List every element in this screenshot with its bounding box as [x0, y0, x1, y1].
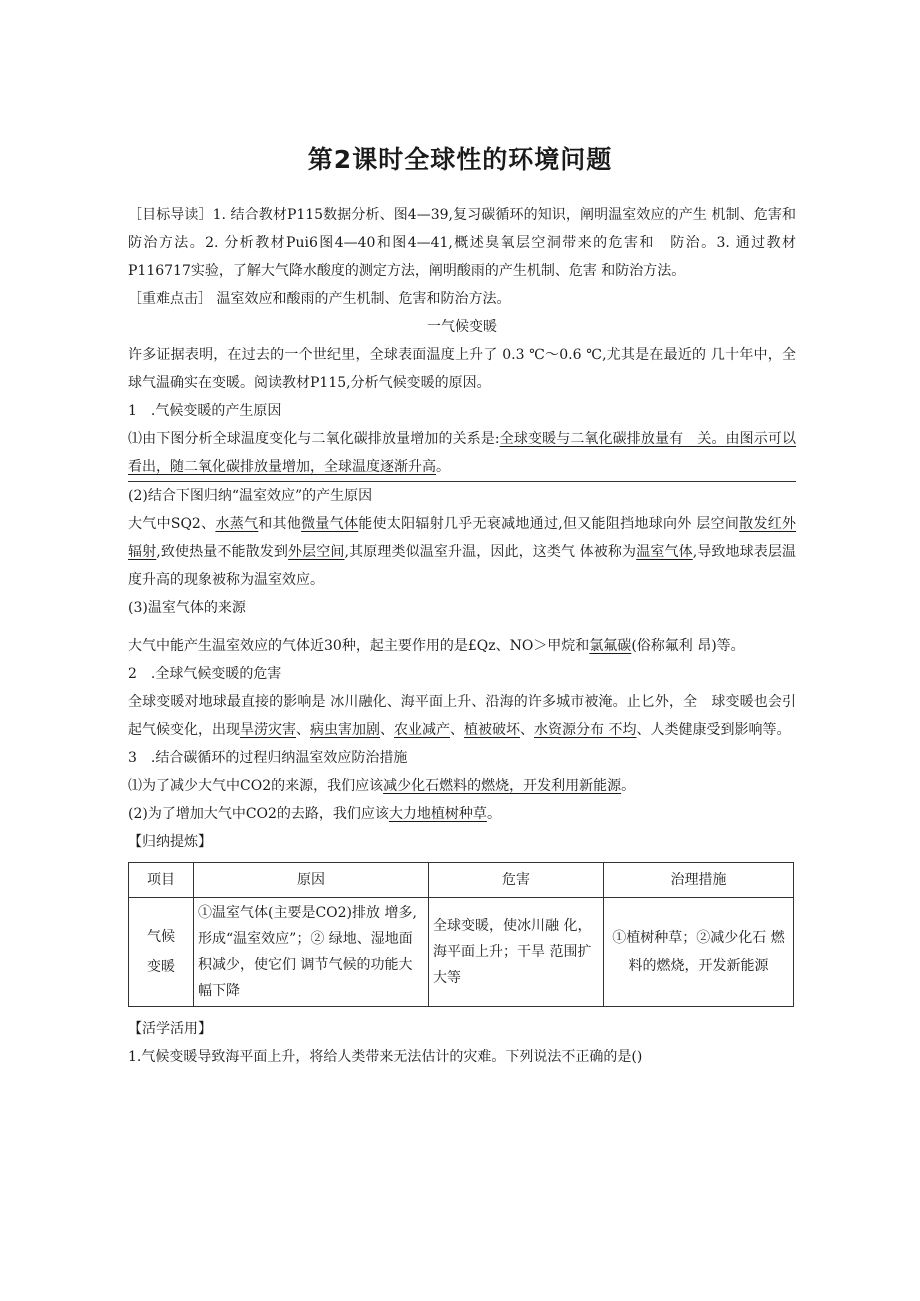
text-fragment: 大气中SQ2、 — [128, 516, 216, 532]
text-fragment: 大气中能产生温室效应的气体近30种，起主要作用的是£Qz、NO＞甲烷和 — [128, 638, 590, 654]
warming-harms — [128, 688, 796, 744]
item3-heading: 3 .结合碳循环的过程归纳温室效应防治措施 — [128, 750, 408, 766]
intro-paragraph: 许多证据表明，在过去的一个世纪里，全球表面温度上升了 0.3 ℃～0.6 ℃,尤其是在最近的 几十年中，全球气温确实在变暖。阅读教材P115,分析气候变暖的原因。 — [128, 347, 796, 391]
text-fragment: 、 — [450, 722, 464, 738]
item1-q1-answer: 全球变暖与二氧化碳排放量有 关。由图示可以看出，随二氧化碳排放量增加，全球温度逐渐升高 — [128, 431, 796, 475]
text-fragment: 。 — [486, 806, 501, 822]
item3-question1 — [128, 772, 796, 800]
item2-heading: 2 .全球气候变暖的危害 — [128, 666, 282, 682]
measures-cell: ①植树种草；②减少化石 燃料的燃烧，开发新能源 — [604, 898, 794, 1007]
text-fragment: 全球变暖对地球最直接的影响是 冰川融化、海平面上升、沿海的许多城市被淹。止匕外，全 球变暖也会引起气候变化，出现 — [128, 694, 796, 738]
text-fragment: (2)为了增加大气中CO2的去路，我们应该 — [128, 806, 389, 822]
text-fragment: 和其他 — [258, 516, 302, 532]
fill-answer: 植被破坏 — [464, 722, 520, 738]
item1-question2: (2)结合下图归纳“温室效应”的产生原因 — [128, 488, 373, 504]
item1-question1 — [128, 425, 796, 482]
text-fragment: 、 — [296, 722, 310, 738]
text-fragment: (俗称氟利 昂)等。 — [631, 638, 745, 654]
fill-answer: 外层空间 — [287, 544, 345, 560]
table-header: 项目 — [129, 863, 194, 898]
greenhouse-gas-sources — [128, 632, 796, 660]
fill-answer: 氯氟碳 — [589, 638, 632, 654]
table-row — [129, 898, 794, 1007]
greenhouse-explanation — [128, 510, 796, 594]
summary-table — [128, 862, 794, 1007]
item1-q1-prefix: ⑴由下图分析全球温度变化与二氧化碳排放量增加的关系是: — [128, 431, 500, 447]
text-fragment: 、 — [380, 722, 394, 738]
fill-answer: 农业减产 — [394, 722, 450, 738]
text-fragment: 、人类健康受到影响等。 — [636, 722, 791, 738]
text-fragment: ⑴为了减少大气中CO2的来源，我们应该 — [128, 778, 384, 794]
row-label — [129, 898, 194, 1007]
practice-label: 【活学活用】 — [128, 1021, 212, 1037]
practice-question-1: 1.气候变暖导致海平面上升，将给人类带来无法估计的灾难。下列说法不正确的是() — [128, 1049, 643, 1065]
fill-answer: 旱涝灾害 — [240, 722, 296, 738]
row-label-line: 变暖 — [147, 959, 175, 975]
summary-label: 【归纳提炼】 — [128, 834, 212, 850]
fill-answer: 温室气体 — [636, 544, 693, 560]
fill-answer: 微量气体 — [301, 516, 359, 532]
text-fragment: 、 — [520, 722, 534, 738]
item1-q1-end: 。 — [436, 459, 450, 475]
fill-answer: 病虫害加剧 — [310, 722, 380, 738]
fill-answer: 大力地植树种草 — [388, 806, 487, 822]
harm-cell: 全球变暖，使冰川融 化，海平面上升；干旱 范围扩大等 — [429, 898, 604, 1007]
section-heading: 一气候变暖 — [427, 319, 497, 335]
key-points: ［重难点击］ 温室效应和酸雨的产生机制、危害和防治方法。 — [128, 291, 511, 307]
fill-answer: 散发红外辐射 — [128, 516, 797, 560]
row-label-line: 气候 — [147, 929, 175, 945]
text-fragment: 能使太阳辐射几乎无衰减地通过,但又能阻挡地球向外 层空间 — [358, 516, 740, 532]
item1-question3: (3)温室气体的来源 — [128, 600, 246, 616]
fill-answer: 水蒸气 — [215, 516, 259, 532]
learning-goals: ［目标导读］1. 结合教材P115数据分析、图4—39,复习碳循环的知识，阐明温室效应的产生 机制、危害和防治方法。2. 分析教材Pui6图4—40和图4—41,概述臭氧层空洞带来的危害和 防治。3. 通过教材P116717实验，了解大气降水酸度的测定方法，阐明酸雨的产生机制、危害 和防治方法。 — [128, 207, 796, 279]
text-fragment: ,其原理类似温室升温，因此，这类气 体被称为 — [344, 544, 637, 560]
cause-cell: ①温室气体(主要是CO2)排放 增多,形成“温室效应”；② 绿地、湿地面积减少，使它们 调节气候的功能大幅下降 — [194, 898, 429, 1007]
table-header: 危害 — [429, 863, 604, 898]
fill-answer: 水资源分布 不均 — [534, 722, 637, 738]
text-fragment: 。 — [621, 778, 636, 794]
document-body — [128, 201, 796, 1071]
fill-answer: 减少化石燃料的燃烧，开发利用新能源 — [383, 778, 622, 794]
page-title: 第2课时全球性的环境问题 — [307, 145, 613, 174]
text-fragment: ,致使热量不能散发到 — [156, 544, 288, 560]
text-fragment: ,导致地球表层温度升高的现象被称为温室效应。 — [128, 544, 797, 588]
table-header: 原因 — [194, 863, 429, 898]
item1-heading: 1 .气候变暖的产生原因 — [128, 403, 282, 419]
item3-question2 — [128, 800, 796, 828]
table-header: 治理措施 — [604, 863, 794, 898]
table-header-row — [129, 863, 794, 898]
